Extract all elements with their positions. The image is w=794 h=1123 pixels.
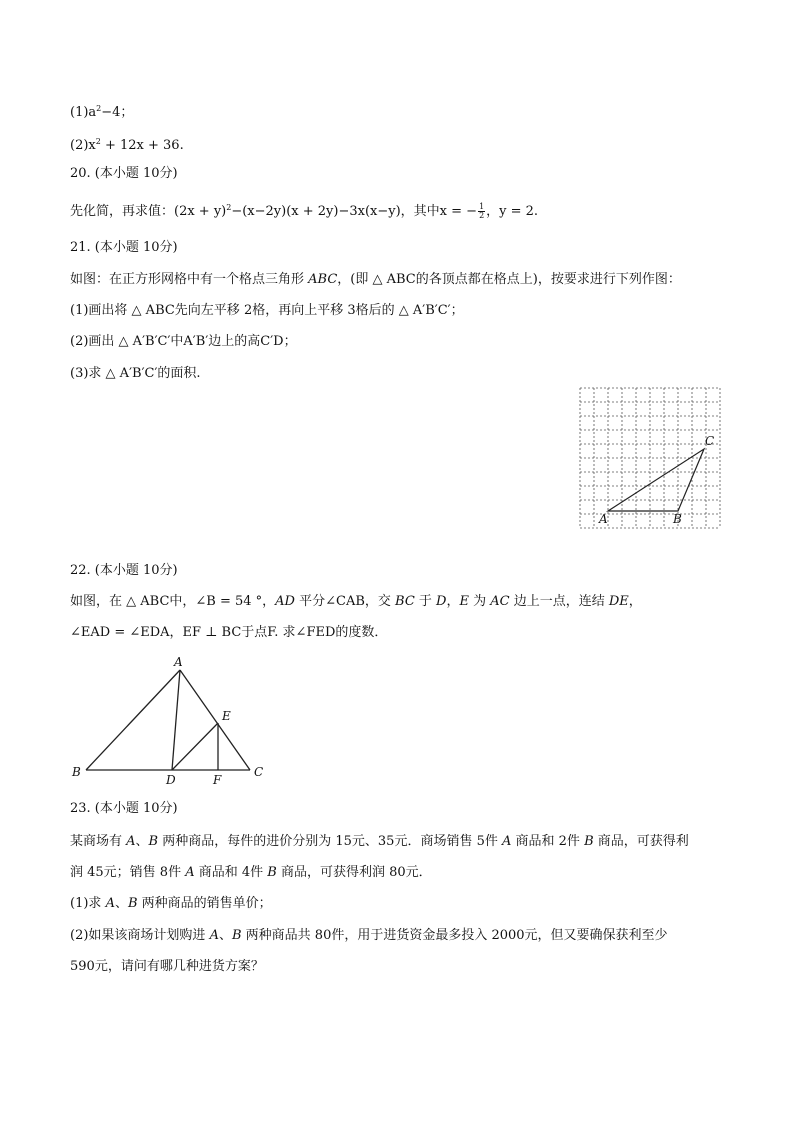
exponent: 2 xyxy=(96,104,102,113)
q23-text-1 xyxy=(70,833,689,851)
fraction-half xyxy=(478,203,485,220)
segment-ab xyxy=(86,670,180,770)
text: 商品和 2件 xyxy=(511,834,585,849)
q21-header: 21. (本小题 10分) xyxy=(70,240,178,255)
var: DE xyxy=(608,594,629,609)
var: A xyxy=(502,834,512,849)
triangle-label: ABC xyxy=(308,272,338,287)
q23-header: 23. (本小题 10分) xyxy=(70,801,178,816)
var: B xyxy=(267,865,277,880)
exponent: 2 xyxy=(95,137,101,146)
segment-de xyxy=(172,723,218,770)
var: B xyxy=(231,928,242,943)
label-e: E xyxy=(222,709,231,723)
text: 、 xyxy=(218,928,232,943)
grid-lines xyxy=(580,388,720,528)
q23-sub-2 xyxy=(70,927,668,945)
q19-item-1 xyxy=(70,104,133,122)
var: B xyxy=(584,834,594,849)
text: ，(即 △ ABC的各顶点都在格点上)，按要求进行下列作图： xyxy=(337,272,681,287)
numerator: 1 xyxy=(479,202,485,211)
label-b: B xyxy=(673,512,682,526)
text: 平分∠CAB，交 xyxy=(294,594,396,609)
q21-sub-2: (2)画出 △ A′B′C′中A′B′边上的高C′D； xyxy=(70,334,297,349)
var: B xyxy=(127,896,138,911)
label-a: A xyxy=(174,655,183,669)
text: 、 xyxy=(114,896,128,911)
var: D xyxy=(436,594,447,609)
var: BC xyxy=(395,594,415,609)
label-f: F xyxy=(213,773,222,787)
exponent: 2 xyxy=(226,203,232,212)
label-d: D xyxy=(166,773,176,787)
var: AC xyxy=(490,594,510,609)
q21-sub-3: (3)求 △ A′B′C′的面积. xyxy=(70,366,201,381)
q22-header: 22. (本小题 10分) xyxy=(70,563,178,578)
var: A xyxy=(126,834,136,849)
text: 润 45元；销售 8件 xyxy=(70,865,186,880)
text: 为 xyxy=(469,594,491,609)
var: A xyxy=(209,928,219,943)
q22-text-2: ∠EAD = ∠EDA，EF ⊥ BC于点F. 求∠FED的度数． xyxy=(70,625,388,640)
q21-intro xyxy=(70,271,681,289)
var: A xyxy=(105,896,115,911)
text: + 12x + 36. xyxy=(100,138,184,153)
text: ， xyxy=(446,594,460,609)
text: 先化简，再求值：(2x + y) xyxy=(70,204,227,219)
text: 某商场有 xyxy=(70,834,127,849)
text: 两种商品的销售单价； xyxy=(137,896,272,911)
label-c: C xyxy=(705,434,715,448)
text: (1)求 xyxy=(70,896,106,911)
label-b: B xyxy=(72,765,81,779)
q21-grid-figure xyxy=(575,383,725,531)
segment-ac xyxy=(180,670,250,770)
segment-ad xyxy=(172,670,180,770)
text: 边上一点，连结 xyxy=(509,594,609,609)
text: 商品和 4件 xyxy=(194,865,268,880)
label-a: A xyxy=(599,512,608,526)
var: B xyxy=(148,834,159,849)
q22-text-1 xyxy=(70,593,642,611)
text: −(x−2y)(x + 2y)−3x(x−y)，其中x = − xyxy=(231,204,478,219)
text: −4； xyxy=(101,105,134,120)
text: (2)如果该商场计划购进 xyxy=(70,928,210,943)
text: 于 xyxy=(414,594,437,609)
var: A xyxy=(185,865,195,880)
text: 两种商品，每件的进价分别为 15元、35元．商场销售 5件 xyxy=(158,834,502,849)
text: 商品，可获得利润 80元． xyxy=(276,865,432,880)
q23-text-2 xyxy=(70,864,432,882)
text: (2)x xyxy=(70,138,96,153)
q19-item-2 xyxy=(70,137,184,155)
label-c: C xyxy=(254,765,264,779)
text: ，y = 2. xyxy=(486,204,539,219)
q22-triangle-figure xyxy=(68,650,278,790)
q20-header: 20. (本小题 10分) xyxy=(70,166,178,181)
var: E xyxy=(459,594,469,609)
text: (1)a xyxy=(70,105,97,120)
text: ， xyxy=(628,594,642,609)
q23-sub-1 xyxy=(70,895,272,913)
var: AD xyxy=(275,594,295,609)
text: 两种商品共 80件，用于进货资金最多投入 2000元，但又要确保获利至少 xyxy=(241,928,668,943)
text: 商品，可获得利 xyxy=(593,834,689,849)
q21-sub-1: (1)画出将 △ ABC先向左平移 2格，再向上平移 3格后的 △ A′B′C′； xyxy=(70,303,464,318)
q23-sub-2-cont: 590元，请问有哪几种进货方案？ xyxy=(70,959,264,974)
q20-text xyxy=(70,203,538,221)
text: 如图：在正方形网格中有一个格点三角形 xyxy=(70,272,309,287)
text: 如图，在 △ ABC中，∠B = 54 °， xyxy=(70,594,276,609)
denominator: 2 xyxy=(479,211,485,220)
text: 、 xyxy=(135,834,149,849)
